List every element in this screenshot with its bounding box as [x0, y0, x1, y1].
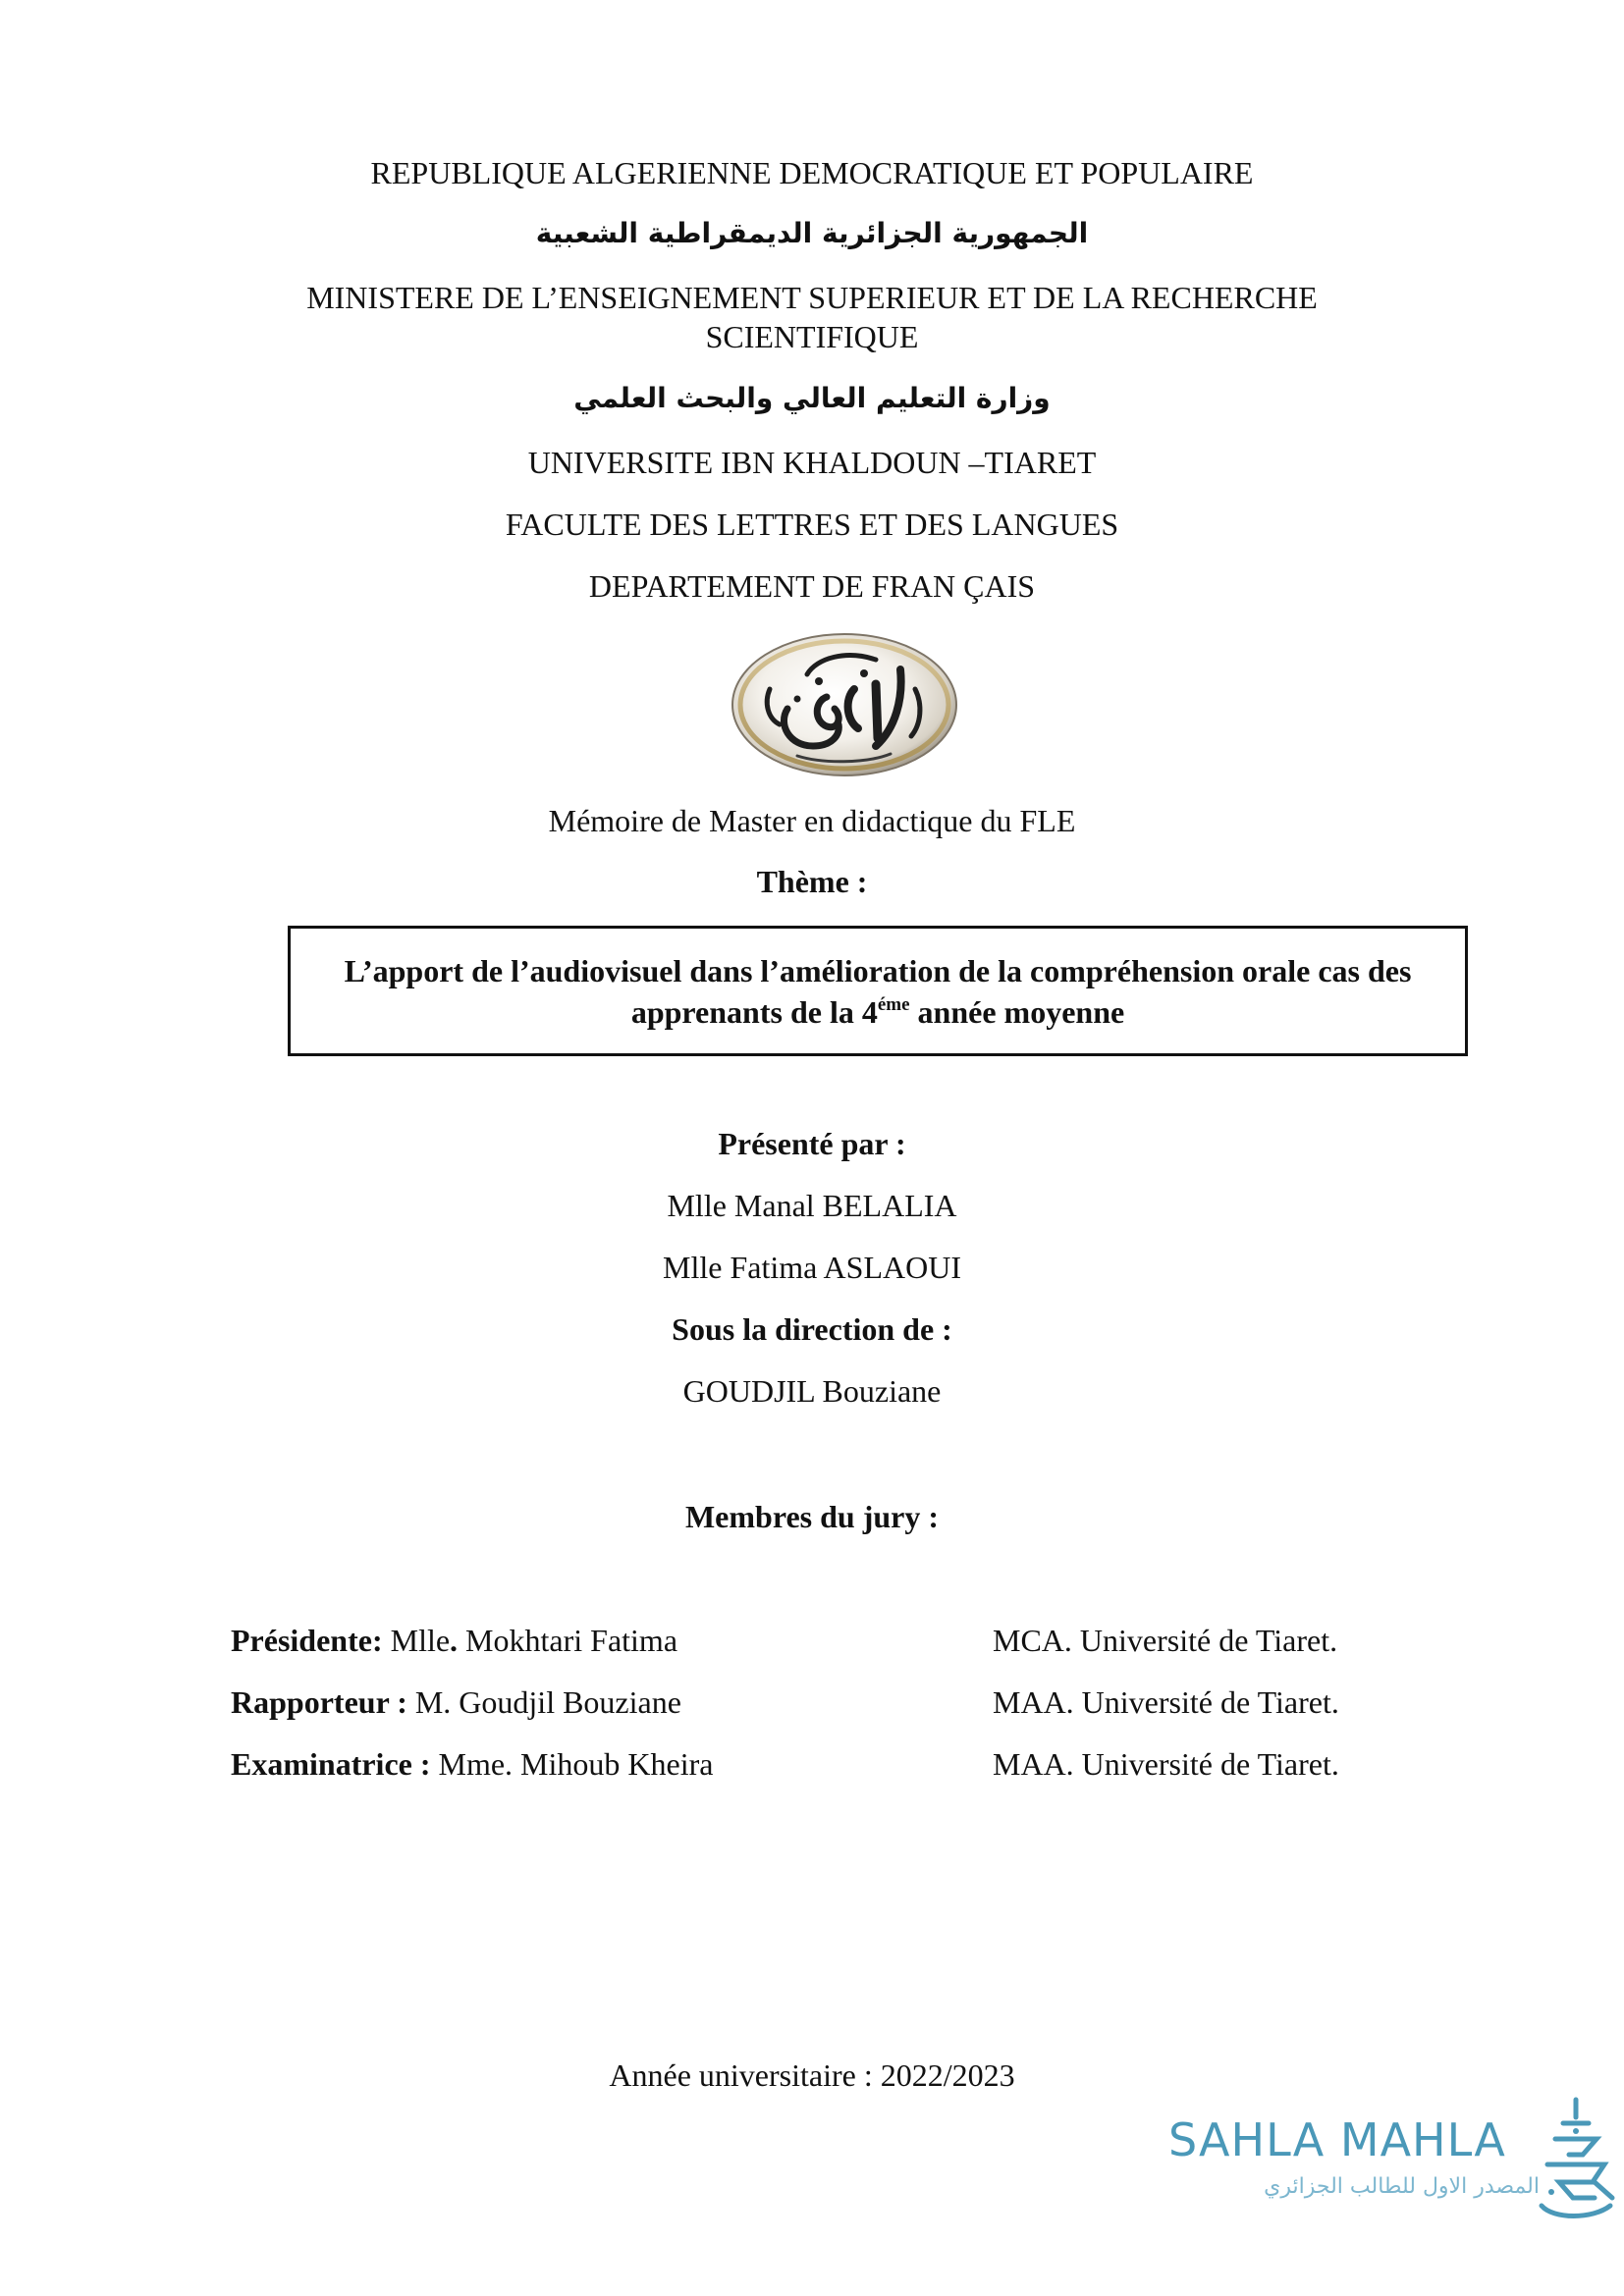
sahla-mahla-watermark [1168, 2096, 1620, 2223]
faculty-name: FACULTE DES LETTRES ET DES LANGUES [505, 507, 1119, 542]
republic-ar: الجمهورية الجزائرية الديمقراطية الشعبية [535, 217, 1089, 249]
ministry-fr-line1: MINISTERE DE L’ENSEIGNEMENT SUPERIEUR ET DE LA RECHERCHE [306, 280, 1318, 315]
jury-affiliation: MAA. Université de Tiaret. [993, 1684, 1339, 1720]
jury-name: Mlle [382, 1623, 451, 1658]
theme-label: Thème : [756, 864, 868, 899]
jury-name: M. Goudjil Bouziane [406, 1684, 681, 1720]
ministry-fr-line2: SCIENTIFIQUE [705, 319, 919, 354]
memoire-type: Mémoire de Master en didactique du FLE [548, 803, 1076, 838]
jury-name: Mme. Mihoub Kheira [430, 1746, 714, 1782]
university-name: UNIVERSITE IBN KHALDOUN –TIARET [527, 445, 1097, 480]
jury-role: Examinatrice : [231, 1746, 431, 1782]
ministry-ar: وزارة التعليم العالي والبحث العلمي [573, 382, 1051, 414]
jury-role: Rapporteur : [231, 1684, 407, 1720]
ordinal-superscript: éme [877, 993, 910, 1015]
department-name: DEPARTEMENT DE FRAN ÇAIS [588, 568, 1036, 604]
presenter-name: Mlle Manal BELALIA [667, 1188, 957, 1223]
jury-row-examinatrice [231, 1742, 1389, 1786]
jury-role: Présidente: [231, 1623, 383, 1658]
thesis-title-line2: apprenants de la $4^{éme}$ année moyenne [630, 993, 1125, 1030]
jury-affiliation: MAA. Université de Tiaret. [993, 1746, 1339, 1782]
thesis-title-line1: L’apport de l’audiovisuel dans l’amélioration de la compréhension orale cas des [344, 952, 1412, 988]
sahla-mahla-calligraphy-icon [1534, 2096, 1618, 2223]
jury-row-rapporteur [231, 1681, 1389, 1724]
jury-row-president: Présidente: Mlle. Mokhtari Fatima MCA. Université de Tiaret. [231, 1619, 1389, 1662]
supervisor-name: GOUDJIL Bouziane [682, 1373, 942, 1409]
watermark-name: SAHLA MAHLA [1168, 2113, 1506, 2166]
university-seal-logo-icon [729, 630, 960, 777]
supervisor-label: Sous la direction de : [672, 1311, 952, 1347]
jury-affiliation: MCA. Université de Tiaret. [993, 1623, 1338, 1658]
academic-year: Année universitaire : 2022/2023 [609, 2057, 1015, 2093]
presenters-label: Présenté par : [718, 1126, 906, 1161]
republic-fr: REPUBLIQUE ALGERIENNE DEMOCRATIQUE ET POPULAIRE [370, 155, 1254, 190]
presenter-name: Mlle Fatima ASLAOUI [663, 1250, 961, 1285]
watermark-tagline: المصدر الاول للطالب الجزائري [1264, 2174, 1540, 2199]
thesis-title-box [288, 926, 1468, 1056]
jury-label: Membres du jury : [684, 1499, 940, 1534]
